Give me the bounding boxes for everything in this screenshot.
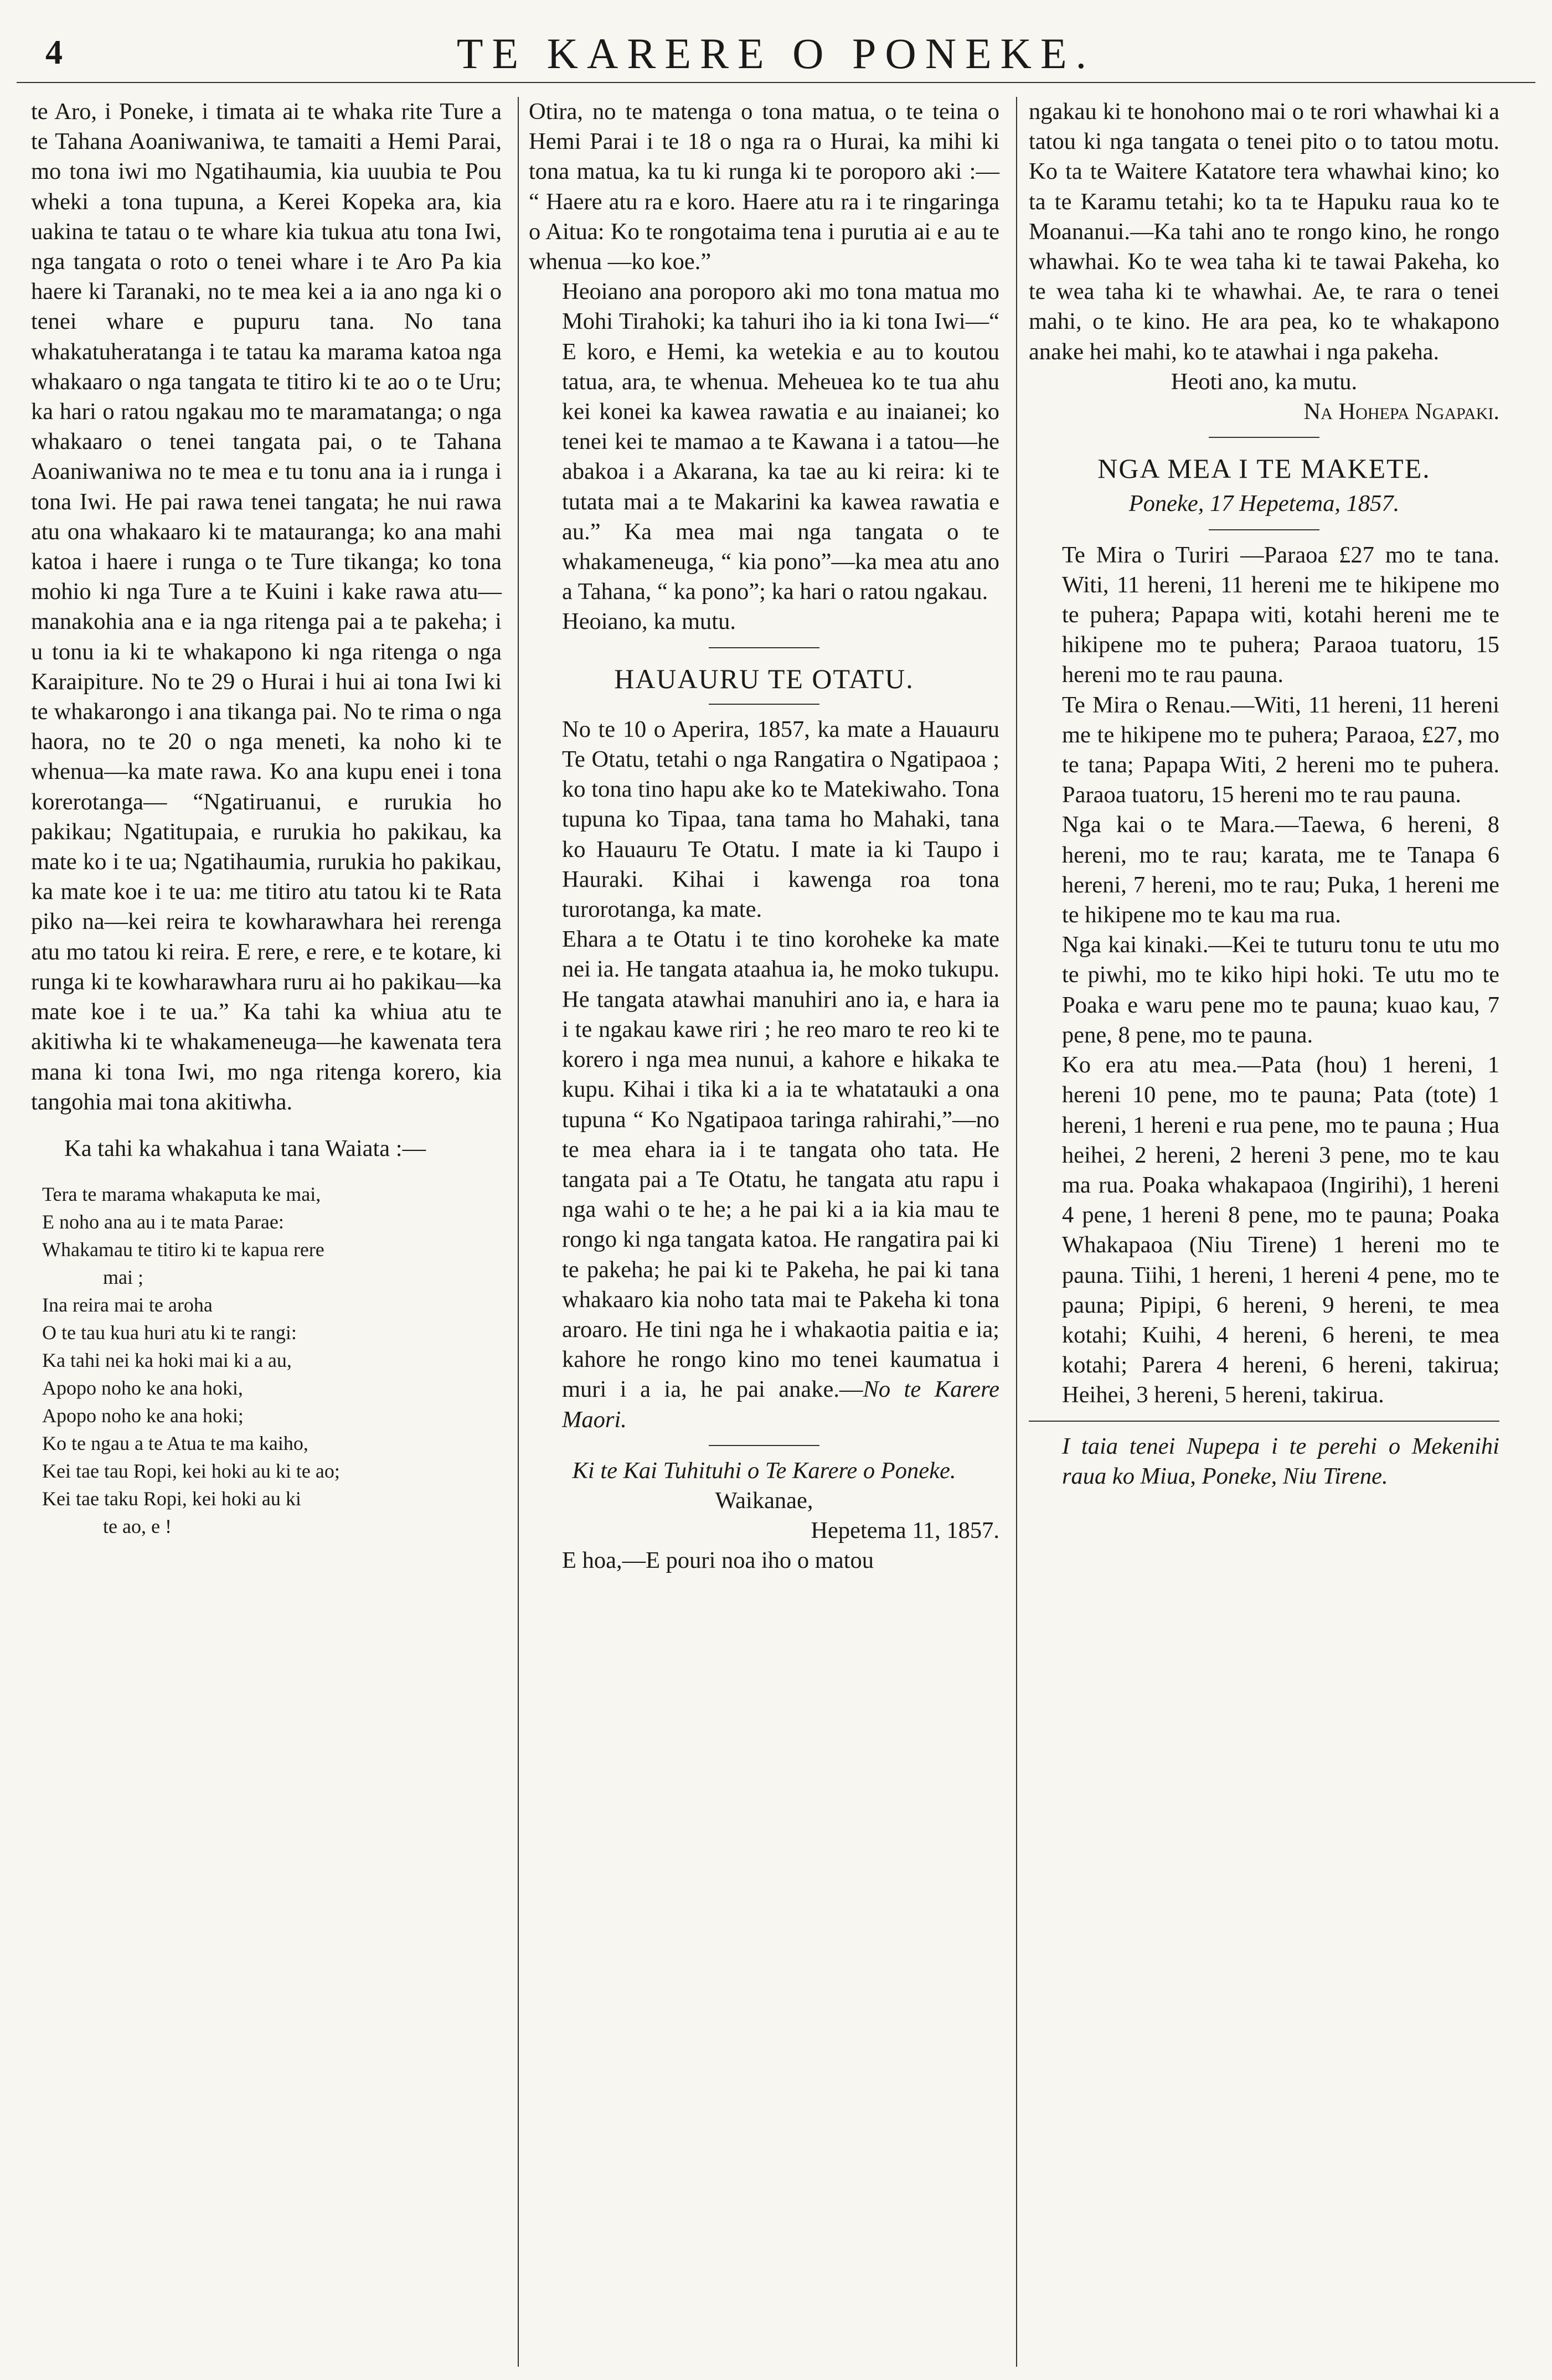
poem-line: Whakamau te titiro ki te kapua rere bbox=[42, 1238, 324, 1261]
masthead-title: TE KARERE O PONEKE. bbox=[456, 29, 1096, 78]
poem-line: Apopo noho ke ana hoki; bbox=[42, 1405, 244, 1427]
column-1 bbox=[31, 97, 502, 1540]
article-paragraph bbox=[529, 925, 999, 1434]
printer-imprint: I taia tenei Nupepa i te perehi o Mekenihi raua ko Miua, Poneke, Niu Tirene. bbox=[1062, 1433, 1499, 1489]
market-paragraph: Te Mira o Turiri —Paraoa £27 mo te tana. Witi, 11 hereni, 11 hereni me te hikipene mo te puhera; Papapa witi, kotahi hereni me te hikipene mo te puhera; Paraoa tuatoru, 15 hereni mo te rau pauna. bbox=[1062, 541, 1499, 688]
section-rule bbox=[1209, 529, 1319, 530]
column-divider bbox=[1016, 97, 1017, 2367]
poem bbox=[31, 1180, 502, 1540]
poem-line: mai ; bbox=[103, 1266, 143, 1289]
section-rule bbox=[709, 647, 819, 648]
market-paragraph: Te Mira o Renau.—Witi, 11 hereni, 11 hereni me te hikipene mo te puhera; Paraoa, £27, mo te tana; Papapa Witi, 2 hereni mo te puhera. Paraoa tuatoru, 15 hereni mo te rau pauna. bbox=[1062, 691, 1499, 808]
article-paragraph: ngakau ki te honohono mai o te rori whawhai ki a tatou ki nga tangata o tenei pito o to tatou motu. Ko ta te Waitere Katatore tera whawhai kino; ko ta te Karamu tetahi; ko ta te Hapuku raua ko te Moananui.—Ka tahi ano te rongo kino, he rongo whawhai. Ko te wea taha ki te tawai Pakeha, ko te wea taha ki te whawhai. Ae, te rara o tenei mahi, o te kino. He ara pea, ko te whakapono anake hei mahi, ko te atawhai i nga pakeha. bbox=[1029, 99, 1499, 365]
article-paragraph: te Aro, i Poneke, i timata ai te whaka rite Ture a te Tahana Aoaniwaniwa, te tamaiti a Hemi Parai, mo tona iwi mo Ngatihaumia, kia uuubia te Pou wheki a tona tupuna, a Kerei Kopeka ara, kia uakina te tatau o te whare kia tukua atu tona Iwi, nga tangata o roto o tenei whare i te Aro Pa kia haere ki Taranaki, no te mea kei a ia ano nga ki o tenei whare e pupuru tana. No tana whakatuheratanga i te tatau ka marama katoa nga whakaaro o nga tangata te titiro ki te ao o te Uru; ka hari o ratou ngakau mo te maramatanga; o nga whakaaro o tenei tangata pai, o te Tahana Aoaniwaniwa no te mea e tu tonu ana ia i runga i tona Iwi. He pai rawa tenei tangata; he nui rawa atu ona whakaaro ki te matauranga; ko ana mahi katoa i haere i runga o te Ture tikanga; ko tona mohio ki nga Ture a te Kuini i kake rawa atu—manakohia ana e ia nga ritenga pai a te pakeha; i u tonu ia ki te whakapono ki nga ritenga o nga Karaipiture. No te 29 o Hurai i hui ai tona Iwi ki te whakarongo i ana tikanga pai. No te rima o nga haora, no te 20 o nga meneti, ka noho ki te whenua—ka mate rawa. Ko ana kupu enei i tona korerotanga— “Ngatiruanui, e rurukia ho pakikau; Ngatitupaia, e rurukia ho pakikau, ka mate ko i te ua; Ngatihaumia, rurukia ho pakikau, ka mate koe i te ua: me titiro atu tatou ki te Rata piko na—kei reira te kowharawhara hei rerenga atu mo tatou ki reira. E rere, e rere, e te kotare, ki runga ki te kowharawhara ruru ai ho pakikau—ka mate koe i te ua.” Ka tahi ka whiua atu te akitiwha ki te whakameneuga—he kawenata tera mana ki tona Iwi, mo nga ritenga korero, kia tangohia mai tona akitiwha. bbox=[31, 99, 502, 1115]
poem-line: Ko te ngau a te Atua te ma kaiho, bbox=[42, 1432, 308, 1455]
poem-line: Kei tae tau Ropi, kei hoki au ki te ao; bbox=[42, 1460, 340, 1483]
poem-line: te ao, e ! bbox=[103, 1515, 172, 1538]
article-paragraph: No te 10 o Aperira, 1857, ka mate a Hauauru Te Otatu, tetahi o nga Rangatira o Ngatipaoa ; ko tona tino hapu ake ko te Matekiwaho. Tona tupuna ko Tipaa, tana tama ho Mahaki, tana ko Hauauru Te Otatu. I mate ia ki Taupo i Hauraki. Kihai i kawenga roa tona turorotanga, ka mate. bbox=[562, 716, 999, 923]
section-rule bbox=[1029, 1421, 1499, 1422]
header-rule bbox=[17, 82, 1535, 83]
letter-date: Hepetema 11, 1857. bbox=[811, 1517, 999, 1544]
column-3 bbox=[1029, 97, 1499, 1491]
article-paragraph: Heoiano, ka mutu. bbox=[562, 608, 736, 635]
article-paragraph: Otira, no te matenga o tona matua, o te teina o Hemi Parai i te 18 o nga ra o Hurai, ka mihi ki tona matua, ka tu ki runga ki te poroporo aki :— “ Haere atu ra e koro. Haere atu ra i te ringaringa o Aitua: Ko te rongotaima tena i purutia ai e au te whenua —ko koe.” bbox=[529, 99, 999, 275]
poem-line: O te tau kua huri atu ki te rangi: bbox=[42, 1321, 297, 1344]
article-text: Ehara a te Otatu i te tino koroheke ka mate nei ia. He tangata ataahua ia, he moko tukupu. He tangata atawhai manuhiri ano ia, e hara ia i te ngakau kawe riri ; he reo maro te reo ki te korero i nga mea nunui, a kahore e hikaka te kupu. Kihai i tika ki a ia te whatatauki a ona tupuna “ Ko Ngatipaoa taringa rahirahi,”—no te mea ehara ia i te tangata oho tata. He tangata pai a Te Otatu, he tangata atu rapu i nga wahi o te he; a he pai ki a ia kia mau te rongo ki nga tangata katoa. He rangatira pai ki te pakeha; he pai ki te Pakeha, he pai ki tana whakaaro kia noho tata mai te Pakeha ki tona aroaro. He tini nga he i whakaotia paitia e ia; kahore he rongo kino mo tenei kaumatua i muri i a ia, he pai anake.— bbox=[562, 926, 999, 1403]
section-rule bbox=[1209, 437, 1319, 438]
column-2 bbox=[529, 97, 999, 1576]
section-rule bbox=[709, 1445, 819, 1446]
article-paragraph: Heoiano ana poroporo aki mo tona matua mo Mohi Tirahoki; ka tahuri iho ia ki tona Iwi—“ E koro, e Hemi, ka wetekia e au to koutou tatua, ara, te whenua. Meheuea ko te tua ahu kei konei ka kawea rawatia e au inaianei; ko tenei kei te mamao a te Kawana i a tatou—he abakoa i a Akarana, ka tae au ki reira: ki te tutata mai a te Makarini ka kawea rawatia e au.” Ka mea mai nga tangata o te whakameneuga, “ kia pono”—ka mea atu ano a Tahana, “ ka pono”; ka hari o ratou ngakau. bbox=[562, 278, 999, 605]
section-heading: NGA MEA I TE MAKETE. bbox=[1097, 453, 1431, 484]
market-paragraph: Nga kai o te Mara.—Taewa, 6 hereni, 8 hereni, mo te rau; karata, me te Tanapa 6 hereni, 7 hereni, mo te rau; Puka, 1 hereni me te hikipene mo te kau ma rua. bbox=[1062, 812, 1499, 928]
market-paragraph: Ko era atu mea.—Pata (hou) 1 hereni, 1 hereni 10 pene, mo te pauna; Pata (tote) 1 hereni, 1 hereni e rua pene, mo te pauna ; Hua heihei, 2 hereni, 2 hereni 3 pene, mo te kau ma rua. Poaka whakapaoa (Ingirihi), 1 hereni 4 pene, 1 hereni 8 pene, mo te pauna; Poaka Whakapaoa (Niu Tirene) 1 hereni mo te pauna. Tiihi, 1 hereni, 1 hereni 4 pene, mo te pauna; Pipipi, 6 hereni, 9 hereni, te mea kotahi; Kuihi, 4 hereni, 6 hereni, te mea kotahi; Parera 4 hereni, 6 hereni, takirua; Heihei, 3 hereni, 5 hereni, takirua. bbox=[1062, 1052, 1499, 1408]
market-paragraph: Nga kai kinaki.—Kei te tuturu tonu te utu mo te piwhi, mo te kiko hipi hoki. Te utu mo te Poaka e waru pene mo te pauna; kuao kau, 7 pene, 8 pene, mo te pauna. bbox=[1062, 932, 1499, 1048]
letter-closing: Heoti ano, ka mutu. bbox=[1171, 368, 1358, 395]
source-credit: No te Karere Maori. bbox=[562, 1376, 999, 1433]
section-heading: HAUAURU TE OTATU. bbox=[614, 663, 914, 694]
letter-opening: E hoa,—E pouri noa iho o matou bbox=[562, 1547, 874, 1574]
poem-line: E noho ana au i te mata Parae: bbox=[42, 1211, 284, 1233]
poem-line: Ina reira mai te aroha bbox=[42, 1294, 213, 1317]
page-number: 4 bbox=[45, 34, 63, 71]
section-rule bbox=[709, 704, 819, 705]
poem-line: Ka tahi nei ka hoki mai ki a au, bbox=[42, 1349, 292, 1372]
article-paragraph: Ka tahi ka whakahua i tana Waiata :— bbox=[64, 1135, 426, 1161]
letter-heading: Ki te Kai Tuhituhi o Te Karere o Poneke. bbox=[572, 1457, 956, 1484]
poem-line: Tera te marama whakaputa ke mai, bbox=[42, 1183, 321, 1206]
poem-line: Apopo noho ke ana hoki, bbox=[42, 1377, 243, 1400]
letter-place: Waikanae, bbox=[715, 1487, 813, 1514]
column-divider bbox=[518, 97, 519, 2367]
letter-signature: Na Hohepa Ngapaki. bbox=[1303, 399, 1499, 425]
market-dateline: Poneke, 17 Hepetema, 1857. bbox=[1128, 491, 1400, 517]
poem-line: Kei tae taku Ropi, kei hoki au ki bbox=[42, 1488, 301, 1510]
